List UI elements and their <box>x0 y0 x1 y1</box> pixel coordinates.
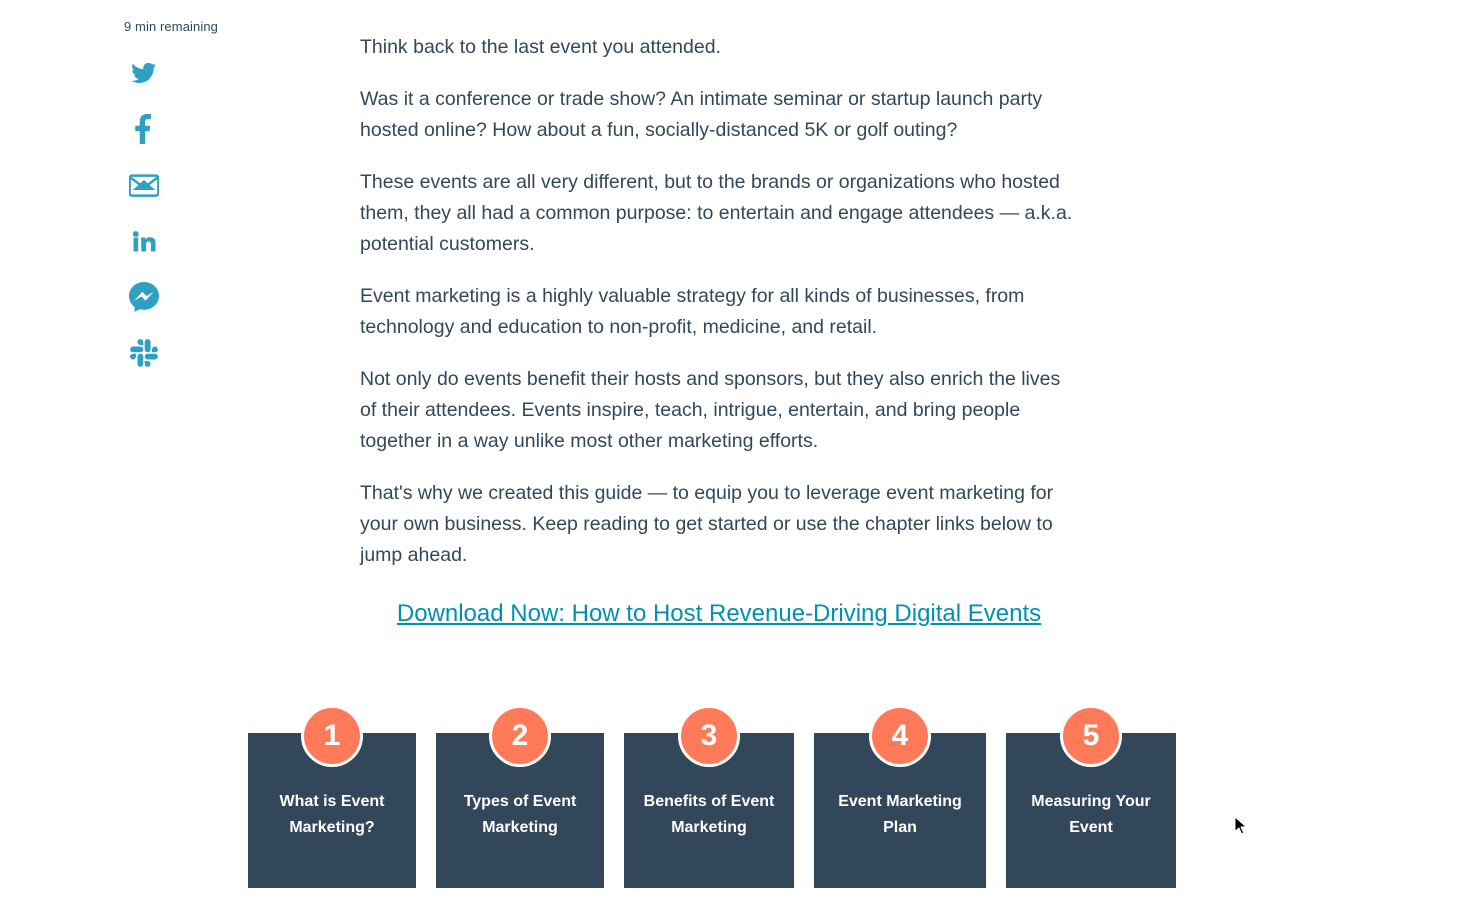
chapter-label: What is Event Marketing? <box>279 793 385 836</box>
chapter-number-badge: 5 <box>1060 705 1122 767</box>
chapter-label: Types of Event Marketing <box>463 793 577 836</box>
article-paragraph: That's why we created this guide — to equip you to leverage event marketing for your own business. Keep reading to get started or use the chapter links below to jump ahead. <box>360 482 1054 566</box>
slack-icon[interactable] <box>126 335 162 371</box>
chapter-label: Event Marketing Plan <box>838 793 962 836</box>
chapter-number-badge: 3 <box>678 705 740 767</box>
chapter-label: Measuring Your Event <box>1031 793 1151 836</box>
chapter-number-badge: 2 <box>489 705 551 767</box>
share-icon-list <box>126 55 162 371</box>
article-paragraph: These events are all very different, but to the brands or organizations who hosted them, they all had a common purpose: to entertain and engage attendees — a.k.a. potential customers. <box>360 171 1073 255</box>
linkedin-icon[interactable] <box>126 223 162 259</box>
twitter-icon[interactable] <box>126 55 162 91</box>
article-paragraph: Not only do events benefit their hosts and sponsors, but they also enrich the lives of their attendees. Events inspire, teach, intrigue, entertain, and bring people together in a way unlike most other marketing efforts. <box>360 368 1061 452</box>
chapter-number-badge: 1 <box>301 705 363 767</box>
chapter-card-2[interactable] <box>436 719 604 888</box>
chapter-label: Benefits of Event Marketing <box>643 793 775 836</box>
chapter-card-list <box>248 719 1176 888</box>
chapter-card-5[interactable] <box>1006 719 1176 888</box>
article-paragraph: Event marketing is a highly valuable strategy for all kinds of businesses, from technology and education to non-profit, medicine, and retail. <box>360 285 1025 338</box>
chapter-number-badge: 4 <box>869 705 931 767</box>
article-body <box>360 0 1078 632</box>
article-paragraph: Was it a conference or trade show? An intimate seminar or startup launch party hosted online? How about a fun, socially-distanced 5K or golf outing? <box>360 88 1043 141</box>
article-paragraph: Think back to the last event you attended. <box>360 36 721 58</box>
chapter-card-3[interactable] <box>624 719 794 888</box>
chapter-card-4[interactable] <box>814 719 986 888</box>
download-guide-link[interactable]: Download Now: How to Host Revenue-Driving Digital Events <box>396 600 1042 627</box>
chapter-card-1[interactable] <box>248 719 416 888</box>
email-icon[interactable] <box>126 167 162 203</box>
mouse-cursor <box>1234 816 1248 836</box>
messenger-icon[interactable] <box>126 279 162 315</box>
read-time-label: 9 min remaining <box>124 19 218 34</box>
cta-link-container <box>360 595 1078 632</box>
facebook-icon[interactable] <box>126 111 162 147</box>
